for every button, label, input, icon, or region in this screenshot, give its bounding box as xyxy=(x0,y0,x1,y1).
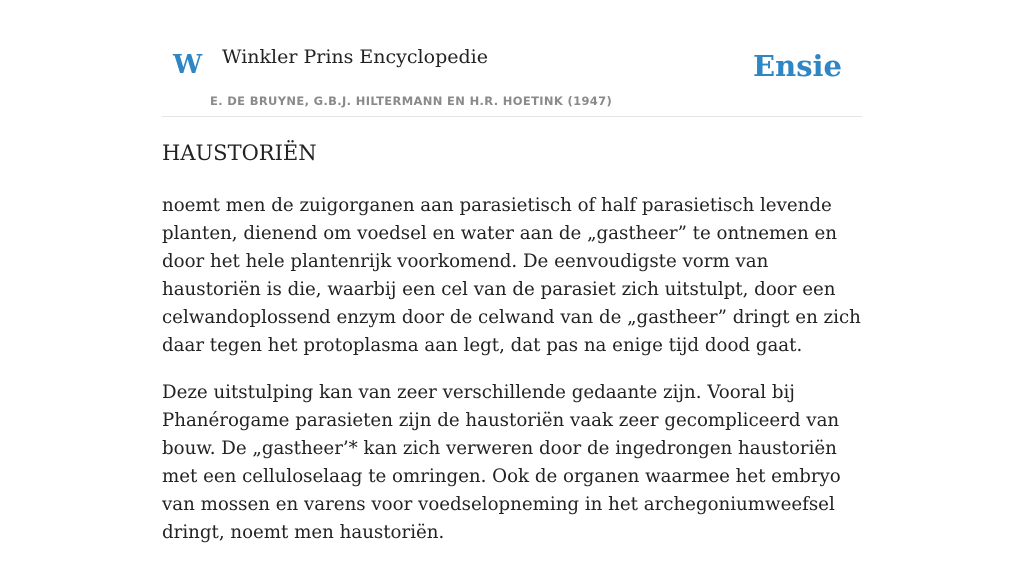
entry-paragraph-1: noemt men de zuigorganen aan parasietisch of half parasietisch levende planten, dienend om voedsel en water aan de „gastheer” te ontnemen en door het hele plantenrijk voorkomend. De eenvoudigste vorm van haustoriën is die, waarbij een cel van de parasiet zich uitstulpt, door een celwandoplossend enzym door de celwand van de „gastheer” dringt en zich daar tegen het protoplasma aan legt, dat pas na enige tijd dood gaat. xyxy=(162,195,861,356)
entry-title: HAUSTORIËN xyxy=(162,141,317,165)
source-title: Winkler Prins Encyclopedie xyxy=(222,46,488,68)
source-byline: E. DE BRUYNE, G.B.J. HILTERMANN EN H.R. HOETINK (1947) xyxy=(210,94,613,108)
entry-paragraph-2: Deze uitstulping kan van zeer verschillende gedaante zijn. Vooral bij Phanérogame parasieten zijn de haustoriën vaak zeer gecompliceerd van bouw. De „gastheer’* kan zich verweren door de ingedrongen haustoriën met een celluloselaag te omringen. Ook de organen waarmee het embryo van mossen en varens voor voedselopneming in het archegoniumweefsel dringt, noemt men haustoriën. xyxy=(162,382,841,543)
site-header xyxy=(162,36,862,117)
entry-body xyxy=(162,192,867,566)
ensie-brand-link[interactable]: Ensie xyxy=(753,49,842,83)
winkler-prins-logo[interactable]: W xyxy=(173,50,203,80)
